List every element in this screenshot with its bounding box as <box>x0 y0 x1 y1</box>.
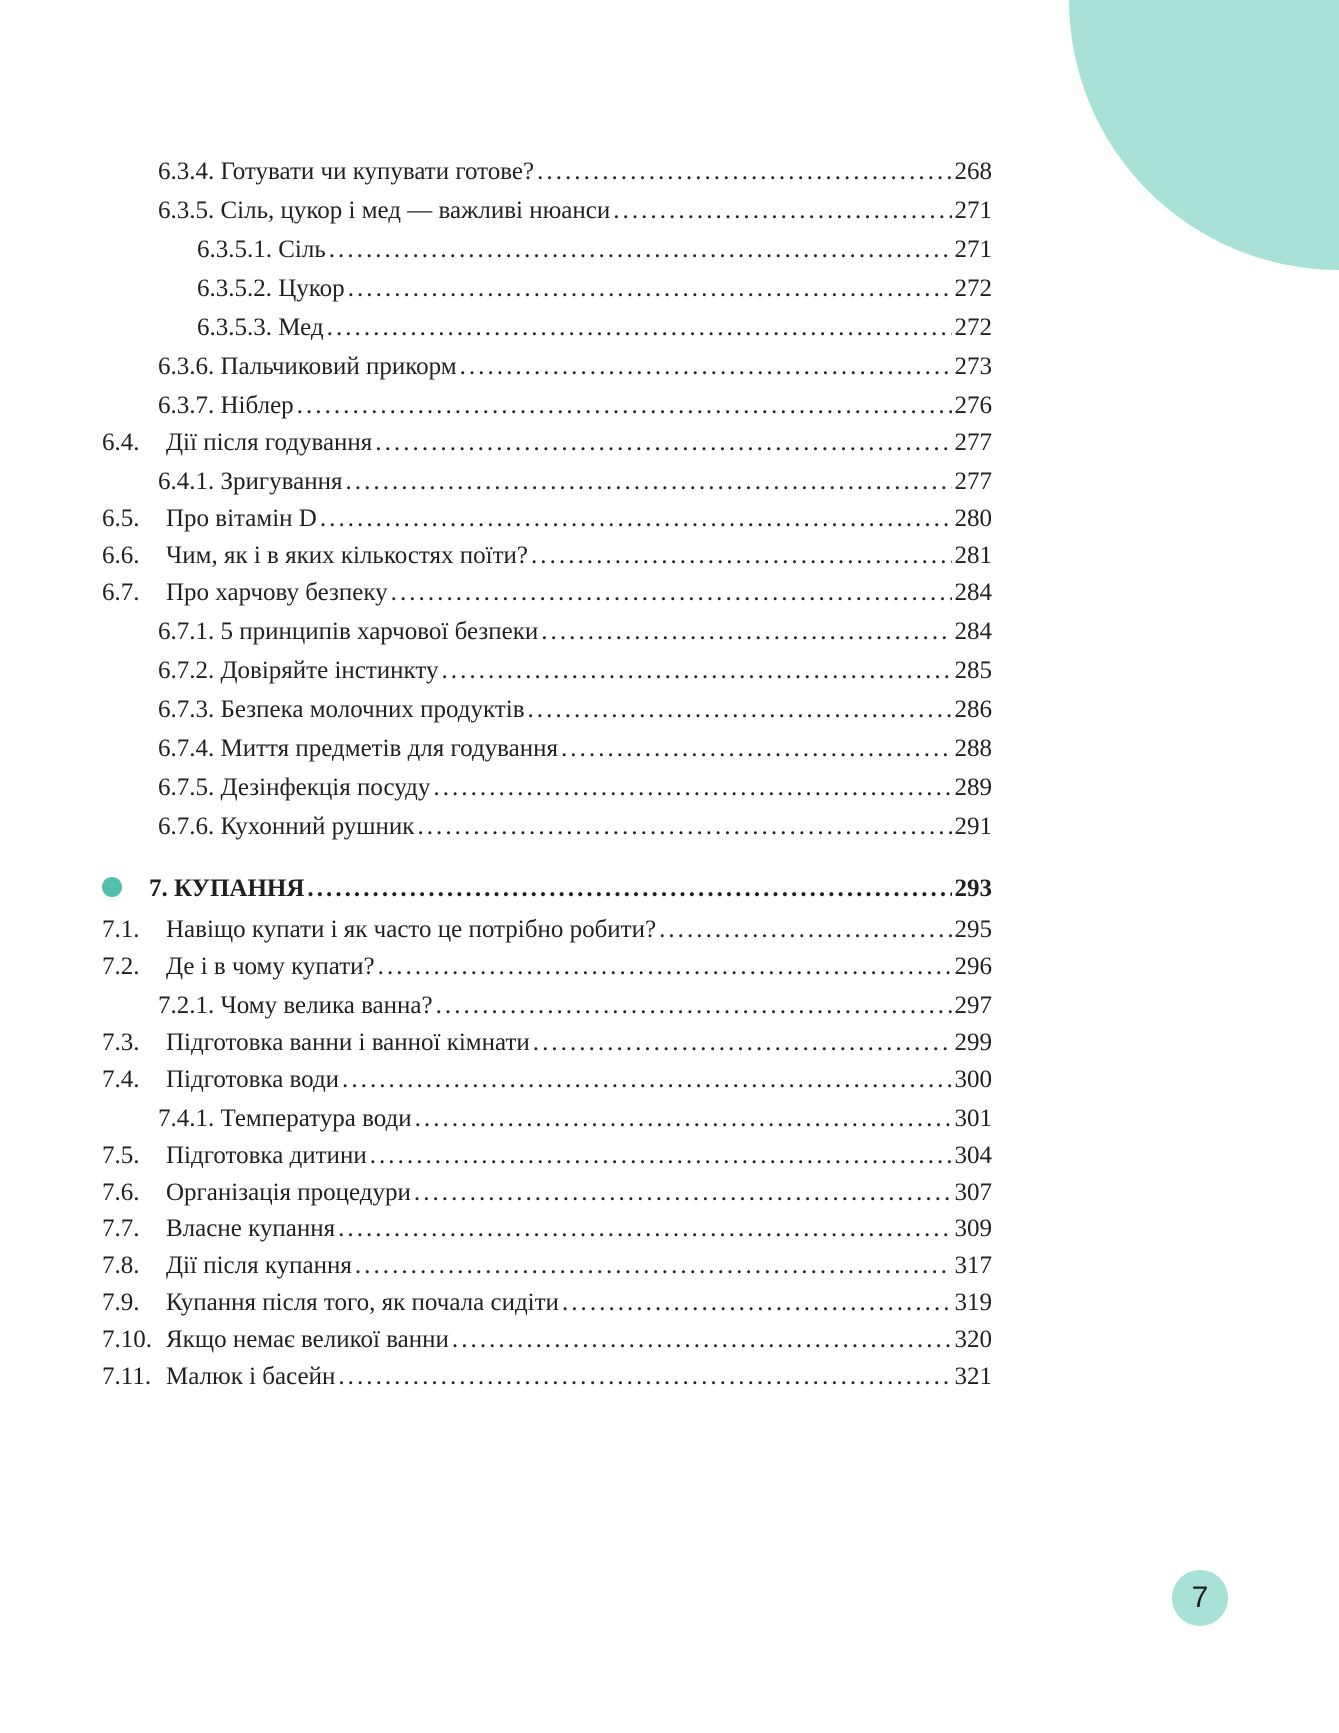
toc-entry-title: Дії після купання <box>166 1252 352 1279</box>
toc-entry-title: Безпека молочних продуктів <box>220 696 525 723</box>
toc-entry <box>102 1028 992 1058</box>
toc-entry-title: Підготовка ванни і ванної кімнати <box>166 1029 530 1056</box>
toc-entry <box>158 196 992 226</box>
toc-entry-title: Довіряйте інстинкту <box>220 657 439 684</box>
toc-entry-page: 281 <box>954 542 992 569</box>
toc-entry-title: Мед <box>278 314 324 341</box>
toc-entry-page: 319 <box>954 1289 992 1316</box>
toc-entry-title: Де і в чому купати? <box>166 953 375 980</box>
toc-entry-title: Зригування <box>220 468 343 495</box>
toc-entry-page: 271 <box>954 236 992 263</box>
toc-entry-title: Цукор <box>278 275 345 302</box>
dot-leader <box>433 773 951 803</box>
toc-entry-number: 6.3.5.2. <box>197 275 279 302</box>
toc-entry <box>158 391 992 421</box>
dot-leader <box>348 274 952 304</box>
toc-entry-number: 6.7. <box>102 579 140 606</box>
toc-entry <box>102 1251 992 1281</box>
toc-entry <box>197 274 992 304</box>
toc-entry-title: Сіль <box>278 236 326 263</box>
dot-leader <box>537 157 951 187</box>
toc-entry <box>102 1178 992 1208</box>
toc-entry-page: 288 <box>954 735 992 762</box>
toc-entry-number: 7.2.1. <box>158 992 221 1019</box>
dot-leader <box>391 578 952 608</box>
toc-entry <box>158 695 992 725</box>
toc-entry <box>102 952 992 982</box>
toc-entry-title: Чим, як і в яких кількостях поїти? <box>166 542 528 569</box>
dot-leader <box>307 874 951 904</box>
dot-leader <box>613 196 951 226</box>
toc-entry-page: 289 <box>954 774 992 801</box>
toc-entry-number: 7.11. <box>102 1363 152 1390</box>
toc-entry-number: 7.1. <box>102 916 140 943</box>
dot-leader <box>375 428 951 458</box>
toc-entry <box>102 504 992 534</box>
dot-leader <box>562 1288 952 1318</box>
dot-leader <box>561 734 952 764</box>
toc-entry-page: 276 <box>954 392 992 419</box>
toc-entry-number: 7.7. <box>102 1215 140 1242</box>
dot-leader <box>659 915 951 945</box>
toc-entry-title: Дії після годування <box>166 429 373 456</box>
toc-entry <box>158 352 992 382</box>
toc-entry-page: 271 <box>954 197 992 224</box>
toc-entry-title: Навіщо купати і як часто це потрібно робити? <box>166 916 657 943</box>
toc-entry-number: 7.5. <box>102 1142 140 1169</box>
toc-entry-number: 6.6. <box>102 542 140 569</box>
toc-entry-number: 7.8. <box>102 1252 140 1279</box>
toc-entry <box>158 617 992 647</box>
dot-leader <box>436 991 952 1021</box>
toc-entry-number: 7.2. <box>102 953 140 980</box>
toc-entry-title: Власне купання <box>166 1215 336 1242</box>
dot-leader <box>415 1104 952 1134</box>
toc-entry <box>102 578 992 608</box>
toc-entry-number: 6.7.1. <box>158 618 221 645</box>
toc-entry-title: Сіль, цукор і мед — важливі нюанси <box>220 197 611 224</box>
toc-entry-title: Підготовка води <box>166 1066 340 1093</box>
toc-entry-number: 6.3.7. <box>158 392 221 419</box>
chapter-bullet-icon <box>102 877 122 897</box>
toc-entry-number: 7.6. <box>102 1179 140 1206</box>
toc-entry <box>158 1104 992 1134</box>
dot-leader <box>378 952 952 982</box>
toc-entry-number: 6.3.5. <box>158 197 221 224</box>
toc-entry-title: Дезінфекція посуду <box>220 774 431 801</box>
dot-leader <box>320 504 952 534</box>
toc-entry-number: 6.7.3. <box>158 696 221 723</box>
toc-entry <box>102 1362 992 1392</box>
dot-leader <box>338 1362 951 1392</box>
dot-leader <box>460 352 952 382</box>
toc-entry-number: 7.9. <box>102 1289 140 1316</box>
toc-entry-number: 7.4.1. <box>158 1105 221 1132</box>
toc-entry-number: 6.5. <box>102 505 140 532</box>
toc-entry-page: 277 <box>954 429 992 456</box>
dot-leader <box>533 1028 952 1058</box>
toc-entry-page: 296 <box>954 953 992 980</box>
dot-leader <box>342 1065 951 1095</box>
toc-entry-page: 321 <box>954 1363 992 1390</box>
toc-entry <box>158 734 992 764</box>
toc-entry-title: Про харчову безпеку <box>166 579 388 606</box>
dot-leader <box>452 1325 952 1355</box>
toc-entry-title: КУПАННЯ <box>174 875 305 902</box>
toc-entry-page: 291 <box>954 813 992 840</box>
toc-entry-title: Організація процедури <box>166 1179 411 1206</box>
dot-leader <box>417 812 951 842</box>
page-number: 7 <box>1172 1570 1228 1626</box>
toc-entry-page: 268 <box>954 158 992 185</box>
toc-entry-title: 5 принципів харчової безпеки <box>220 618 539 645</box>
toc-entry <box>197 235 992 265</box>
toc-entry-number: 6.4. <box>102 429 140 456</box>
toc-entry-title: Чому велика ванна? <box>220 992 433 1019</box>
dot-leader <box>297 391 952 421</box>
toc-entry-title: Готувати чи купувати готове? <box>220 158 535 185</box>
toc-entry-number: 7.10. <box>102 1326 152 1353</box>
toc-entry-number: 6.7.6. <box>158 813 221 840</box>
toc-entry-number: 6.4.1. <box>158 468 221 495</box>
toc-entry-number: 6.3.5.3. <box>197 314 279 341</box>
toc-entry-page: 301 <box>954 1105 992 1132</box>
dot-leader <box>541 617 951 647</box>
toc-entry-title: Миття предметів для годування <box>220 735 558 762</box>
toc-entry-page: 304 <box>954 1142 992 1169</box>
dot-leader <box>531 541 952 571</box>
toc-entry <box>102 1214 992 1244</box>
toc-chapter-entry <box>102 874 992 904</box>
toc-entry-page: 277 <box>954 468 992 495</box>
toc-entry-title: Малюк і басейн <box>166 1363 336 1390</box>
toc-entry <box>102 1065 992 1095</box>
toc-entry-page: 295 <box>954 916 992 943</box>
dot-leader <box>355 1251 952 1281</box>
dot-leader <box>528 695 952 725</box>
toc-entry-page: 320 <box>954 1326 992 1353</box>
toc-entry <box>102 915 992 945</box>
toc-entry <box>158 467 992 497</box>
toc-entry <box>158 991 992 1021</box>
dot-leader <box>346 467 952 497</box>
toc-entry-page: 273 <box>954 353 992 380</box>
toc-entry <box>158 656 992 686</box>
toc-entry <box>158 812 992 842</box>
dot-leader <box>441 656 951 686</box>
dot-leader <box>370 1141 952 1171</box>
toc-entry-page: 297 <box>954 992 992 1019</box>
toc-entry-page: 280 <box>954 505 992 532</box>
toc-entry <box>102 541 992 571</box>
toc-entry-number: 7.3. <box>102 1029 140 1056</box>
toc-entry-title: Підготовка дитини <box>166 1142 367 1169</box>
toc-entry-page: 293 <box>954 875 992 902</box>
toc-entry-number: 7.4. <box>102 1066 140 1093</box>
toc-entry <box>102 428 992 458</box>
dot-leader <box>327 313 952 343</box>
toc-entry-page: 307 <box>954 1179 992 1206</box>
toc-entry <box>102 1141 992 1171</box>
toc-entry-page: 300 <box>954 1066 992 1093</box>
toc-entry <box>102 1325 992 1355</box>
toc-entry-page: 299 <box>954 1029 992 1056</box>
dot-leader <box>329 235 952 265</box>
toc-entry-number: 6.7.4. <box>158 735 221 762</box>
toc-entry-number: 6.3.5.1. <box>197 236 279 263</box>
toc-entry <box>158 773 992 803</box>
dot-leader <box>414 1178 952 1208</box>
dot-leader <box>338 1214 951 1244</box>
toc-entry <box>102 1288 992 1318</box>
toc-entry-title: Купання після того, як почала сидіти <box>166 1289 559 1316</box>
toc-entry-number: 7. <box>149 875 174 902</box>
toc-entry-number: 6.3.4. <box>158 158 221 185</box>
toc-entry-page: 272 <box>954 314 992 341</box>
toc-entry-title: Кухонний рушник <box>220 813 415 840</box>
toc-entry-page: 284 <box>954 618 992 645</box>
toc-entry-title: Про вітамін D <box>166 505 317 532</box>
toc-entry-number: 6.3.6. <box>158 353 221 380</box>
toc-entry-page: 285 <box>954 657 992 684</box>
toc-entry-page: 272 <box>954 275 992 302</box>
toc-entry-number: 6.7.2. <box>158 657 221 684</box>
toc-entry-number: 6.7.5. <box>158 774 221 801</box>
toc-entry-title: Якщо немає великої ванни <box>166 1326 449 1353</box>
toc-entry-page: 286 <box>954 696 992 723</box>
toc-entry-title: Ніблер <box>220 392 294 419</box>
toc-entry-page: 317 <box>954 1252 992 1279</box>
toc-entry <box>197 313 992 343</box>
toc-entry-title: Температура води <box>220 1105 412 1132</box>
toc-entry-page: 309 <box>954 1215 992 1242</box>
toc-entry-page: 284 <box>954 579 992 606</box>
toc-entry-title: Пальчиковий прикорм <box>220 353 457 380</box>
toc-entry <box>158 157 992 187</box>
